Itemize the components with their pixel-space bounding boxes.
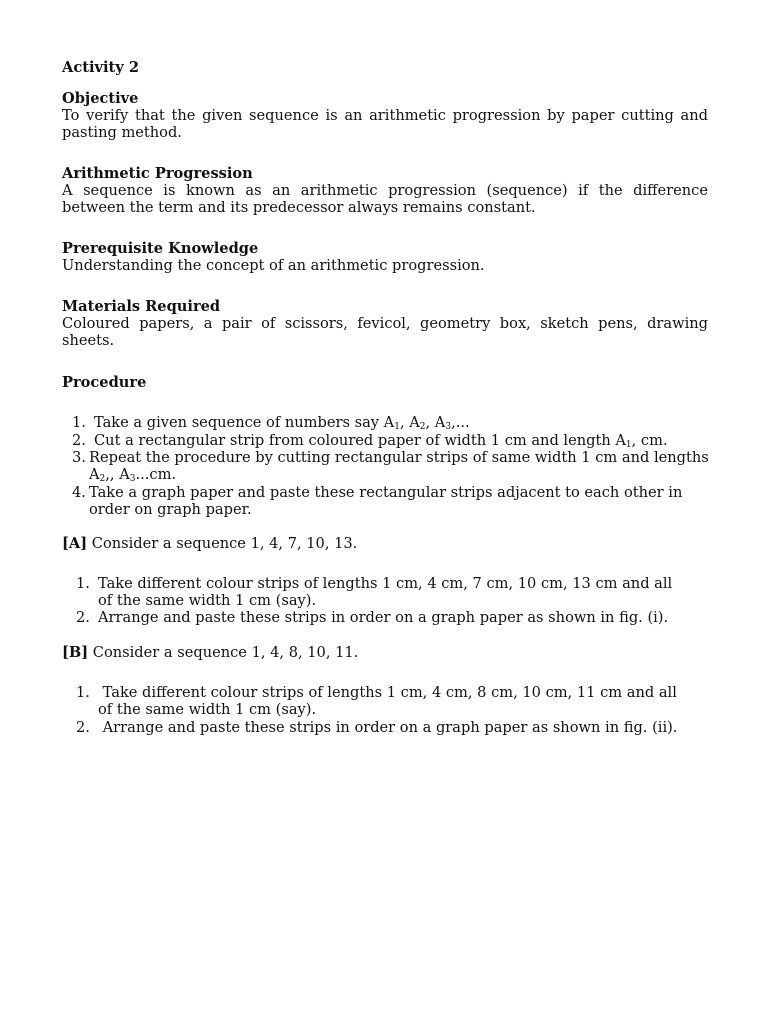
part-b-step-2 bbox=[76, 719, 726, 736]
list-number: 1. bbox=[76, 575, 90, 592]
procedure-step-4-continued bbox=[89, 501, 739, 518]
step-text: Arrange and paste these strips in order on a graph paper as shown in fig. (i). bbox=[98, 609, 669, 626]
prerequisite-text: Understanding the concept of an arithmetic progression. bbox=[62, 257, 485, 274]
list-number: 4. bbox=[72, 484, 86, 501]
list-number: 3. bbox=[72, 449, 86, 466]
materials-text: Coloured papers, a pair of scissors, fevicol, geometry box, sketch pens, drawing sheets. bbox=[62, 315, 708, 349]
step-text: ,... bbox=[451, 414, 470, 431]
subscript: 2 bbox=[99, 474, 106, 484]
part-b-label: [B] bbox=[62, 644, 89, 661]
subscript: 1 bbox=[394, 422, 400, 432]
procedure-step-2 bbox=[72, 432, 722, 449]
part-a-step-1 bbox=[76, 575, 726, 592]
step-text: Cut a rectangular strip from coloured paper of width 1 cm and length A bbox=[94, 432, 626, 449]
list-number: 1. bbox=[76, 684, 90, 701]
list-number: 2. bbox=[76, 609, 90, 626]
objective-section bbox=[62, 90, 708, 141]
list-number: 2. bbox=[76, 719, 90, 736]
procedure-heading-block bbox=[62, 374, 708, 391]
part-b-step-1 bbox=[76, 684, 726, 701]
part-a-intro bbox=[62, 535, 712, 552]
list-number: 1. bbox=[72, 414, 86, 431]
step-text: of the same width 1 cm (say). bbox=[98, 701, 317, 718]
procedure-step-4 bbox=[72, 484, 722, 501]
objective-text: To verify that the given sequence is an arithmetic progression by paper cutting and pasting method. bbox=[62, 107, 708, 141]
step-text: , cm. bbox=[631, 432, 668, 449]
procedure-step-3-continued bbox=[89, 466, 739, 483]
subscript: 1 bbox=[625, 440, 632, 450]
ap-heading: Arithmetic Progression bbox=[62, 165, 253, 182]
step-text: A bbox=[89, 466, 100, 483]
step-text: Take different colour strips of lengths 1 cm, 4 cm, 8 cm, 10 cm, 11 cm and all bbox=[98, 684, 677, 701]
list-number: 2. bbox=[72, 432, 86, 449]
step-text: Take different colour strips of lengths 1 cm, 4 cm, 7 cm, 10 cm, 13 cm and all bbox=[98, 575, 673, 592]
part-a-label: [A] bbox=[62, 535, 88, 552]
arithmetic-progression-section bbox=[62, 165, 708, 216]
objective-heading: Objective bbox=[62, 90, 139, 107]
procedure-step-3 bbox=[72, 449, 722, 466]
step-text: ,, A bbox=[105, 466, 130, 483]
activity-title bbox=[62, 59, 708, 76]
materials-section bbox=[62, 298, 708, 349]
part-b-step-1-continued bbox=[98, 701, 748, 718]
subscript: 3 bbox=[445, 422, 452, 432]
part-b-text: Consider a sequence 1, 4, 8, 10, 11. bbox=[88, 644, 359, 661]
prerequisite-section bbox=[62, 240, 708, 274]
step-text: of the same width 1 cm (say). bbox=[98, 592, 317, 609]
ap-text: A sequence is known as an arithmetic progression (sequence) if the difference between the term and its predecessor always remains constant. bbox=[62, 182, 708, 216]
subscript: 3 bbox=[129, 474, 136, 484]
step-text: Repeat the procedure by cutting rectangular strips of same width 1 cm and lengths bbox=[89, 449, 709, 466]
step-text: order on graph paper. bbox=[89, 501, 252, 518]
step-text: Arrange and paste these strips in order on a graph paper as shown in fig. (ii). bbox=[98, 719, 678, 736]
procedure-step-1 bbox=[72, 414, 722, 431]
part-a-step-1-continued bbox=[98, 592, 748, 609]
part-a-text: Consider a sequence 1, 4, 7, 10, 13. bbox=[87, 535, 358, 552]
part-a-step-2 bbox=[76, 609, 726, 626]
step-text: , A bbox=[399, 414, 420, 431]
subscript: 2 bbox=[419, 422, 426, 432]
step-text: Take a graph paper and paste these rectangular strips adjacent to each other in bbox=[89, 484, 683, 501]
step-text: ...cm. bbox=[135, 466, 177, 483]
materials-heading: Materials Required bbox=[62, 298, 221, 315]
part-b-intro bbox=[62, 644, 712, 661]
step-text: Take a given sequence of numbers say A bbox=[94, 414, 395, 431]
step-text: , A bbox=[425, 414, 446, 431]
activity-title-text: Activity 2 bbox=[62, 59, 139, 76]
prerequisite-heading: Prerequisite Knowledge bbox=[62, 240, 259, 257]
procedure-heading: Procedure bbox=[62, 374, 147, 391]
